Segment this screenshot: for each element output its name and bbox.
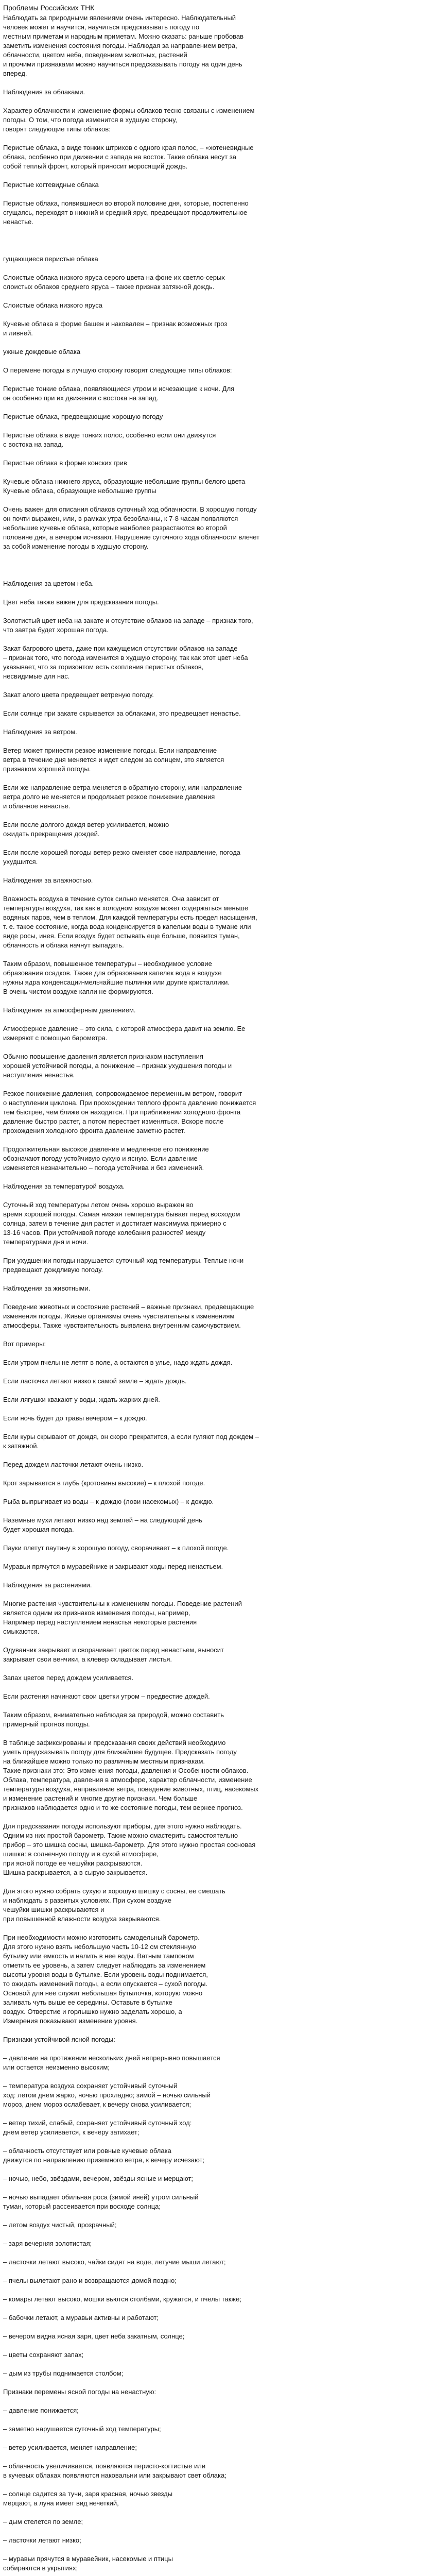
blank-line [3,2230,431,2239]
blank-line [3,496,431,505]
text-line: Суточный ход температуры летом очень хорошо выражен во [3,1201,194,1209]
text-line: Если ночь будет до травы вечером – к дождю. [3,1414,147,1422]
text-line: солнца, затем в течение дня растет и достигает максимума примерно с [3,1219,226,1227]
text-line: – заметно нарушается суточный ход температуры; [3,2425,161,2433]
text-line: Слоистые облака низкого яруса [3,301,102,309]
text-line: Кучевые облака нижнего яруса, образующие небольшие группы белого цвета [3,478,246,485]
blank-line [3,588,431,598]
text-line: – облачность отсутствует или ровные кучевые облака [3,2147,171,2155]
text-line: время хорошей погоды. Самая низкая температура бывает перед восходом [3,1210,240,1218]
text-line: Если растения начинают свои цветки утром – предвестие дождей. [3,1692,210,1700]
blank-line [3,1683,431,1692]
text-line: ужные дождевые облака [3,348,81,355]
text-line: – солнце садится за тучи, заря красная, ночью звезды [3,2490,173,2498]
text-line: водяных паров, чем в теплом. Для каждой температуры есть предел насыщения, [3,913,257,921]
blank-line [3,774,431,783]
blank-line [3,190,431,199]
text-line: Золотистый цвет неба на закате и отсутствие облаков на западе – признак того, [3,617,253,624]
text-line: Очень важен для описания облаков суточный ход облачности. В хорошую погоду [3,505,257,513]
text-line: ожидать прекращения дождей. [3,830,100,838]
text-line: сгущаясь, переходят в нижний и средний ярус, предвещают продолжительное [3,209,248,216]
blank-line [3,950,431,959]
blank-line [3,1664,431,1673]
text-line: прохождения холодного фронта давление заметно растет. [3,1127,185,1134]
document-title: Проблемы Российских ТНК [3,4,95,12]
text-line: он почти выражен, или, в рамках утра безоблачны, к 7-8 часам появляются [3,515,238,522]
text-line: – летом воздух чистый, прозрачный; [3,2221,117,2229]
blank-line [3,1877,431,1887]
text-line: В очень чистом воздухе капли не формируются. [3,988,153,995]
text-line: Цвет неба также важен для предсказания погоды. [3,598,159,606]
blank-line [3,2026,431,2035]
text-line: погоды. О том, что погода изменится в худшую сторону, [3,116,178,124]
text-line: Муравьи прячутся в муравейнике и закрывают ходы перед ненастьем. [3,1563,223,1570]
text-line: мороз, днем мороз ослабевает, к вечеру снова усиливается; [3,2100,191,2108]
blank-line [3,811,431,820]
text-line: – заря вечерняя золотистая; [3,2240,92,2247]
blank-line [3,449,431,459]
text-line: Если после хорошей погоды ветер резко сменяет свое направление, погода [3,849,241,856]
text-line: – облачность увеличивается, появляются перисто-когтистые или [3,2462,206,2470]
blank-line [3,2323,431,2332]
blank-line [3,2137,431,2146]
blank-line [3,2452,431,2462]
text-line: – ветер тихий, слабый, сохраняет устойчивый суточный ход: [3,2119,192,2127]
text-line: температуры воздуха, так как в холодном воздухе может содержаться меньше [3,904,249,912]
blank-line [3,1247,431,1256]
text-line: – комары летают высоко, мошки вьются столбами, кружатся, и пчелы также; [3,2295,241,2303]
blank-line [3,357,431,366]
blank-line [3,264,431,273]
text-line: воздух. Отверстие и горлышко нужно заделать хорошо, а [3,2008,182,2015]
text-line: и прочими признаками можно научиться предсказывать погоду на один день [3,60,242,68]
text-line: указывает, что за горизонтом есть скопления перистых облаков, [3,663,204,671]
text-line: Наблюдения за температурой воздуха. [3,1182,125,1190]
text-line: атмосферы. Также чувствительность выявлена внутренним самочувствием. [3,1321,241,1329]
blank-line [3,1136,431,1145]
blank-line [3,2415,431,2425]
text-line: Признаки устойчивой ясной погоды: [3,2036,115,2043]
blank-line [3,551,431,561]
text-line: Запах цветов перед дождем усиливается. [3,1674,134,1682]
text-line: – бабочки летают, а муравьи активны и работают; [3,2314,159,2321]
text-line: ненастье. [3,218,33,226]
blank-line [3,171,431,180]
text-line: хорошей устойчивой погоды, а понижение – признак ухудшения погоды и [3,1062,232,1070]
blank-line [3,2044,431,2054]
blank-line [3,236,431,245]
text-line: на ближайшее можно только по различным местным признакам. [3,1757,205,1765]
text-line: Признаки перемены ясной погоды на ненастную: [3,2388,156,2396]
text-line: несвидимые для нас. [3,672,70,680]
text-line: и изменение растений и многие другие признаки. Чем больше [3,1794,198,1802]
blank-line [3,2072,431,2081]
blank-line [3,2304,431,2313]
text-line: Резкое понижение давления, сопровождаемое переменным ветром, говорит [3,1090,242,1097]
text-line: Если лягушки квакают у воды, ждать жарких дней. [3,1396,160,1403]
text-line: прибор – это шишка сосны, шишка-барометр. Для этого нужно простая сосновая [3,1841,256,1849]
blank-line [3,607,431,616]
text-line: Если же направление ветра меняется в обратную сторону, или направление [3,784,242,791]
text-line: нужны ядра конденсации-мельчайшие пылинки или другие кристаллики. [3,978,230,986]
text-line: Наблюдения за цветом неба. [3,580,94,587]
blank-line [3,996,431,1006]
text-line: – признак того, что погода изменится в худшую сторону, так как этот цвет неба [3,654,248,662]
text-line: Для этого нужно собрать сухую и хорошую шишку с сосны, ее смешать [3,1887,225,1895]
blank-line [3,2267,431,2276]
text-line: движутся по направлению приземного ветра, к вечеру исчезают; [3,2156,205,2164]
blank-line [3,2183,431,2193]
blank-line [3,1590,431,1599]
blank-line [3,1293,431,1302]
blank-line [3,867,431,876]
blank-line [3,245,431,255]
blank-line [3,2480,431,2489]
text-line: высоты уровня воды в бутылке. Если уровень воды поднимается, [3,1971,208,1978]
blank-line [3,1386,431,1395]
text-line: шишка: в солнечную погоду и в сухой атмосфере, [3,1850,159,1858]
text-line: тем быстрее, чем ближе он находится. При приближении холодного фронта [3,1108,241,1116]
text-line: Вот примеры: [3,1340,46,1348]
blank-line [3,1469,431,1479]
blank-line [3,1571,431,1581]
text-line: Наблюдения за растениями. [3,1581,92,1589]
blank-line [3,2248,431,2258]
blank-line [3,1367,431,1377]
blank-line [3,421,431,431]
text-line: Пауки плетут паутину в хорошую погоду, сворачивает – к плохой погоде. [3,1544,229,1552]
blank-line [3,2573,431,2576]
text-line: и ливней. [3,329,33,337]
text-line: – ласточки летают низко; [3,2536,81,2544]
blank-line [3,468,431,477]
blank-line [3,1404,431,1414]
text-line: Одуванчик закрывает и сворачивает цветок перед ненастьем, выносит [3,1646,224,1654]
text-line: – ночью выпадает обильная роса (зимой иней) утром сильный [3,2193,199,2201]
text-line: заметить изменения состояния погоды. Наблюдая за направлением ветра, [3,42,237,49]
text-line: небольшие кучевые облака, которые наиболее разрастаются во второй [3,524,227,532]
blank-line [3,1349,431,1358]
text-line: изменяется незначительно – погода устойчива и без изменений. [3,1164,204,1172]
text-line: смыкаются. [3,1628,40,1635]
text-line: является одним из признаков изменения погоды, например, [3,1609,190,1617]
blank-line [3,2508,431,2517]
text-line: Основой для нее служит небольшая бутылочка, которую можно [3,1989,203,1997]
text-line: – цветы сохраняют запах; [3,2351,84,2359]
text-line: облака, особенно при движении с запада на восток. Такие облака несут за [3,153,237,161]
text-line: наступления ненастья. [3,1071,75,1079]
text-line: Кучевые облака, образующие небольшие группы [3,487,156,495]
blank-line [3,561,431,570]
text-line: говорят следующие типы облаков: [3,125,111,133]
text-line: Облака, температура, давления в атмосфере, характер облачности, изменение [3,1776,252,1784]
blank-line [3,700,431,709]
blank-line [3,2109,431,2119]
text-line: При ухудшении погоды нарушается суточный ход температуры. Теплые ночи [3,1257,244,1264]
text-line: человек может и научится, научиться предсказывать погоду по [3,23,200,31]
blank-line [3,2285,431,2295]
blank-line [3,2397,431,2406]
text-line: 13-16 часов. При устойчивой погоде колебания разностей между [3,1229,206,1236]
text-line: Поведение животных и состояние растений – важные признаки, предвещающие [3,1303,254,1311]
text-line: Наблюдения за влажностью. [3,876,93,884]
text-line: Для предсказания погоды используют приборы, для этого нужно наблюдать. [3,1822,242,1830]
text-line: половине дня, а вечером исчезают. Нарушение суточного хода облачности влечет [3,533,260,541]
blank-line [3,2211,431,2221]
blank-line [3,2341,431,2350]
blank-line [3,97,431,106]
blank-line [3,1015,431,1024]
blank-line [3,1812,431,1822]
blank-line [3,885,431,894]
text-line: – дым из трубы поднимается столбом; [3,2369,124,2377]
text-line: Измерения показывают изменение уровня. [3,2017,138,2025]
text-line: Атмосферное давление – это сила, с которой атмосфера давит на землю. Ее [3,1025,246,1032]
text-line: облачности, цветом неба, поведением животных, растений [3,51,187,59]
blank-line [3,2378,431,2387]
blank-line [3,839,431,848]
text-line: – давление на протяжении нескольких дней непрерывно повышается [3,2054,220,2062]
blank-line [3,2360,431,2369]
blank-line [3,227,431,236]
text-line: Перистые облака в виде тонких полос, особенно если они движутся [3,431,216,439]
blank-line [3,375,431,384]
text-line: к затяжной. [3,1442,39,1450]
blank-line [3,78,431,88]
text-line: бутылку или емкость и налить в нее воды. Ватным тампоном [3,1952,194,1960]
text-line: Наблюдения за облаками. [3,88,85,96]
text-line: днем ветер усиливается, к вечеру затихает; [3,2128,139,2136]
text-line: Крот зарывается в глубь (кротовины высокие) – к плохой погоде. [3,1479,205,1487]
blank-line [3,1275,431,1284]
text-line: Перистые облака, предвещающие хорошую погоду [3,413,163,420]
text-line: собой теплый фронт, который приносит моросящий дождь. [3,162,188,170]
text-line: с востока на запад. [3,440,64,448]
text-line: Если после долгого дождя ветер усиливается, можно [3,821,169,828]
text-line: виде росы, инея. Если воздух будет остывать еще больше, появится туман, [3,932,240,940]
text-line: ухудшится. [3,858,38,866]
text-line: Кучевые облака в форме башен и наковален – признак возможных гроз [3,320,228,328]
text-line: – дым стелется по земле; [3,2518,83,2526]
blank-line [3,1451,431,1460]
text-line: в кучевых облаках появляются наковальни или закрывают свет облака; [3,2471,226,2479]
text-line: Перистые облака, в виде тонких штрихов с одного края полос, – «хотеневидные [3,144,254,151]
text-line: обозначают погоду устойчивую сухую и ясную. Если давление [3,1155,198,1162]
blank-line [3,1173,431,1182]
blank-line [3,2165,431,2174]
text-line: то ожидать изменений погоды, а если опускается – сухой погоды. [3,1980,208,1988]
text-line: предвещают дождливую погоду. [3,1266,103,1274]
text-line: При необходимости можно изготовить самодельный барометр. [3,1934,200,1941]
text-line: – ночью, небо, звёздами, вечером, звёзды ясные и мерцают; [3,2175,194,2182]
text-line: Ветер может принести резкое изменение погоды. Если направление [3,747,217,754]
blank-line [3,1701,431,1710]
text-line: Таким образом, внимательно наблюдая за природой, можно составить [3,1711,224,1719]
text-line: слоистых облаков среднего яруса – также признак затяжной дождь. [3,283,215,291]
text-line: заливать чуть выше ее середины. Оставьте в бутылке [3,1998,172,2006]
blank-line [3,718,431,727]
text-line: В таблице зафиксированы и предсказания своих действий необходимо [3,1739,226,1747]
blank-line [3,1488,431,1497]
blank-line [3,1330,431,1340]
blank-line [3,570,431,579]
text-line: Закат багрового цвета, даже при кажущемся отсутствии облаков на западе [3,645,238,652]
text-line: закрывает свои венчики, а клевер складывает листья. [3,1655,172,1663]
text-line: измеряют с помощью барометра. [3,1034,108,1042]
text-line: Обычно повышение давления является признаком наступления [3,1053,203,1060]
text-line: при повышенной влажности воздуха закрываются. [3,1915,161,1923]
text-line: О перемене погоды в лучшую сторону говорят следующие типы облаков: [3,366,232,374]
text-line: Рыба выпрыгивает из воды – к дождю (лови насекомых) – к дождю. [3,1498,214,1505]
text-line: Шишка раскрывается, а в сырую закрывается. [3,1869,148,1876]
text-line: Если ласточки летают низко к самой земле – ждать дождь. [3,1377,187,1385]
text-line: Если куры скрывают от дождя, он скоро прекратится, а если гуляют под дождем – [3,1433,259,1440]
text-line: Наблюдать за природными явлениями очень интересно. Наблюдательный [3,14,236,22]
blank-line [3,635,431,644]
blank-line [3,2434,431,2443]
text-line: собираются в укрытиях; [3,2564,78,2572]
text-line: при ясной погоде ее чешуйки раскрываются. [3,1859,143,1867]
text-line: изменения погоды. Живые организмы очень чувствительны к изменениям [3,1312,235,1320]
blank-line [3,338,431,347]
text-line: признаком хорошей погоды. [3,765,91,773]
text-line: Влажность воздуха в течение суток сильно меняется. Она зависит от [3,895,219,903]
text-line: вперед. [3,70,27,77]
text-line: местным приметам и народным приметам. Можно сказать: раньше пробовав [3,32,244,40]
text-line: Таким образом, повышенное температуры – необходимое условие [3,960,212,968]
text-line: о наступлении циклона. При прохождении теплого фронта давление понижается [3,1099,256,1107]
text-line: Такие признаки это: Это изменения погоды, давления и Особенности облаков. [3,1767,249,1774]
text-line: – пчелы вылетают рано и возвращаются домой поздно; [3,2277,177,2284]
text-line: признаков наблюдается одно и то же состояние погоды, тем вернее прогноз. [3,1804,243,1811]
text-line: ход: летом днем жарко, ночью прохладно; зимой – ночью сильный [3,2091,211,2099]
blank-line [3,1729,431,1738]
text-line: уметь предсказывать погоду для ближайшее будущее. Предсказать погоду [3,1748,237,1756]
text-line: – ласточки летают высоко, чайки сидят на воде, летучие мыши летают; [3,2258,226,2266]
blank-line [3,1534,431,1544]
blank-line [3,2545,431,2554]
text-line: Перистые когтевидные облака [3,181,99,189]
text-line: будет хорошая погода. [3,1526,74,1533]
text-line: Перистые облака в форме конских грив [3,459,127,467]
text-line: чешуйки шишки раскрываются и [3,1906,104,1913]
text-line: Если солнце при закате скрывается за облаками, это предвещает ненастье. [3,709,241,717]
text-line: Наблюдения за атмосферным давлением. [3,1006,136,1014]
document-body [3,13,431,2576]
text-line: – вечером видна ясная заря, цвет неба закатным, солнце; [3,2332,185,2340]
text-line: Закат алого цвета предвещает ветреную погоду. [3,691,154,699]
text-line: он особенно при их движении с востока на запад. [3,394,159,402]
text-line: примерный прогноз погоды. [3,1720,90,1728]
text-line: ветра в течение дня меняется и идет следом за солнцем, это является [3,756,224,764]
blank-line [3,1636,431,1646]
text-line: или остается неизменно высоким; [3,2063,110,2071]
text-line: за собой изменение погоды в худшую сторону. [3,543,149,550]
text-line: Например перед наступлением ненастья некоторые растения [3,1618,197,1626]
text-line: Перистые тонкие облака, появляющиеся утром и исчезающие к ночи. Для [3,385,235,393]
blank-line [3,292,431,301]
blank-line [3,1423,431,1432]
text-line: Характер облачности и изменение формы облаков тесно связаны с изменением [3,107,255,114]
text-line: – давление понижается; [3,2406,79,2414]
text-line: гущающиеся перистые облака [3,255,98,263]
text-line: Одним из них простой барометр. Также можно смастерить самостоятельно [3,1832,238,1839]
blank-line [3,737,431,746]
blank-line [3,1553,431,1562]
text-line: – температура воздуха сохраняет устойчивый суточный [3,2082,178,2090]
text-line: Если утром пчелы не летят в поле, а остаются в улье, надо ждать дождя. [3,1359,233,1366]
blank-line [3,134,431,143]
blank-line [3,1506,431,1516]
text-line: – муравьи прячутся в муравейник, насекомые и птицы [3,2555,173,2563]
blank-line [3,403,431,412]
blank-line [3,1080,431,1089]
text-line: температурами дня и ночи. [3,1238,89,1246]
text-line: и облачное ненастье. [3,802,71,810]
text-line: Наблюдения за животными. [3,1284,91,1292]
text-line: – ветер усиливается, меняет направление; [3,2444,137,2451]
text-line: Продолжительная высокое давление и медленное его понижение [3,1145,209,1153]
text-line: Наземные мухи летают низко над землей – на следующий день [3,1516,202,1524]
text-line: Многие растения чувствительны к изменениям погоды. Поведение растений [3,1600,242,1607]
text-line: мерцают, а луна имеет вид нечеткий, [3,2499,119,2507]
blank-line [3,681,431,690]
blank-line [3,1043,431,1052]
text-line: Наблюдения за ветром. [3,728,77,736]
text-line: температуры воздуха, направление ветра, поведение животных, птиц, насекомых [3,1785,259,1793]
text-line: туман, который рассеивается при восходе солнца; [3,2202,161,2210]
text-line: облачность и облака начнут выпадать. [3,941,124,949]
text-line: и наблюдать в развитых условиях. При сухом воздухе [3,1896,171,1904]
text-line: Перед дождем ласточки летают очень низко. [3,1461,144,1468]
text-line: Перистые облака, появившиеся во второй половине дня, которые, постепенно [3,199,249,207]
blank-line [3,1191,431,1200]
text-line: Слоистые облака низкого яруса серого цвета на фоне их светло-серых [3,274,225,281]
blank-line [3,310,431,319]
text-line: отметить ее уровень, а затем следует наблюдать за изменением [3,1961,206,1969]
text-line: что завтра будет хорошая погода. [3,626,109,634]
text-line: т. е. такое состояние, когда вода конденсируется в капельки воды в тумане или [3,923,251,930]
text-line: Для этого нужно взять небольшую часть 10-12 см стеклянную [3,1943,197,1951]
blank-line [3,1924,431,1933]
text-line: образования осадков. Также для образования капелек вода в воздухе [3,969,222,977]
blank-line [3,2527,431,2536]
text-line: ветра долго не меняется и продолжает резкое понижение давления [3,793,215,801]
text-line: давление быстро растет, а потом перестает изменяться. Вскоре после [3,1117,224,1125]
